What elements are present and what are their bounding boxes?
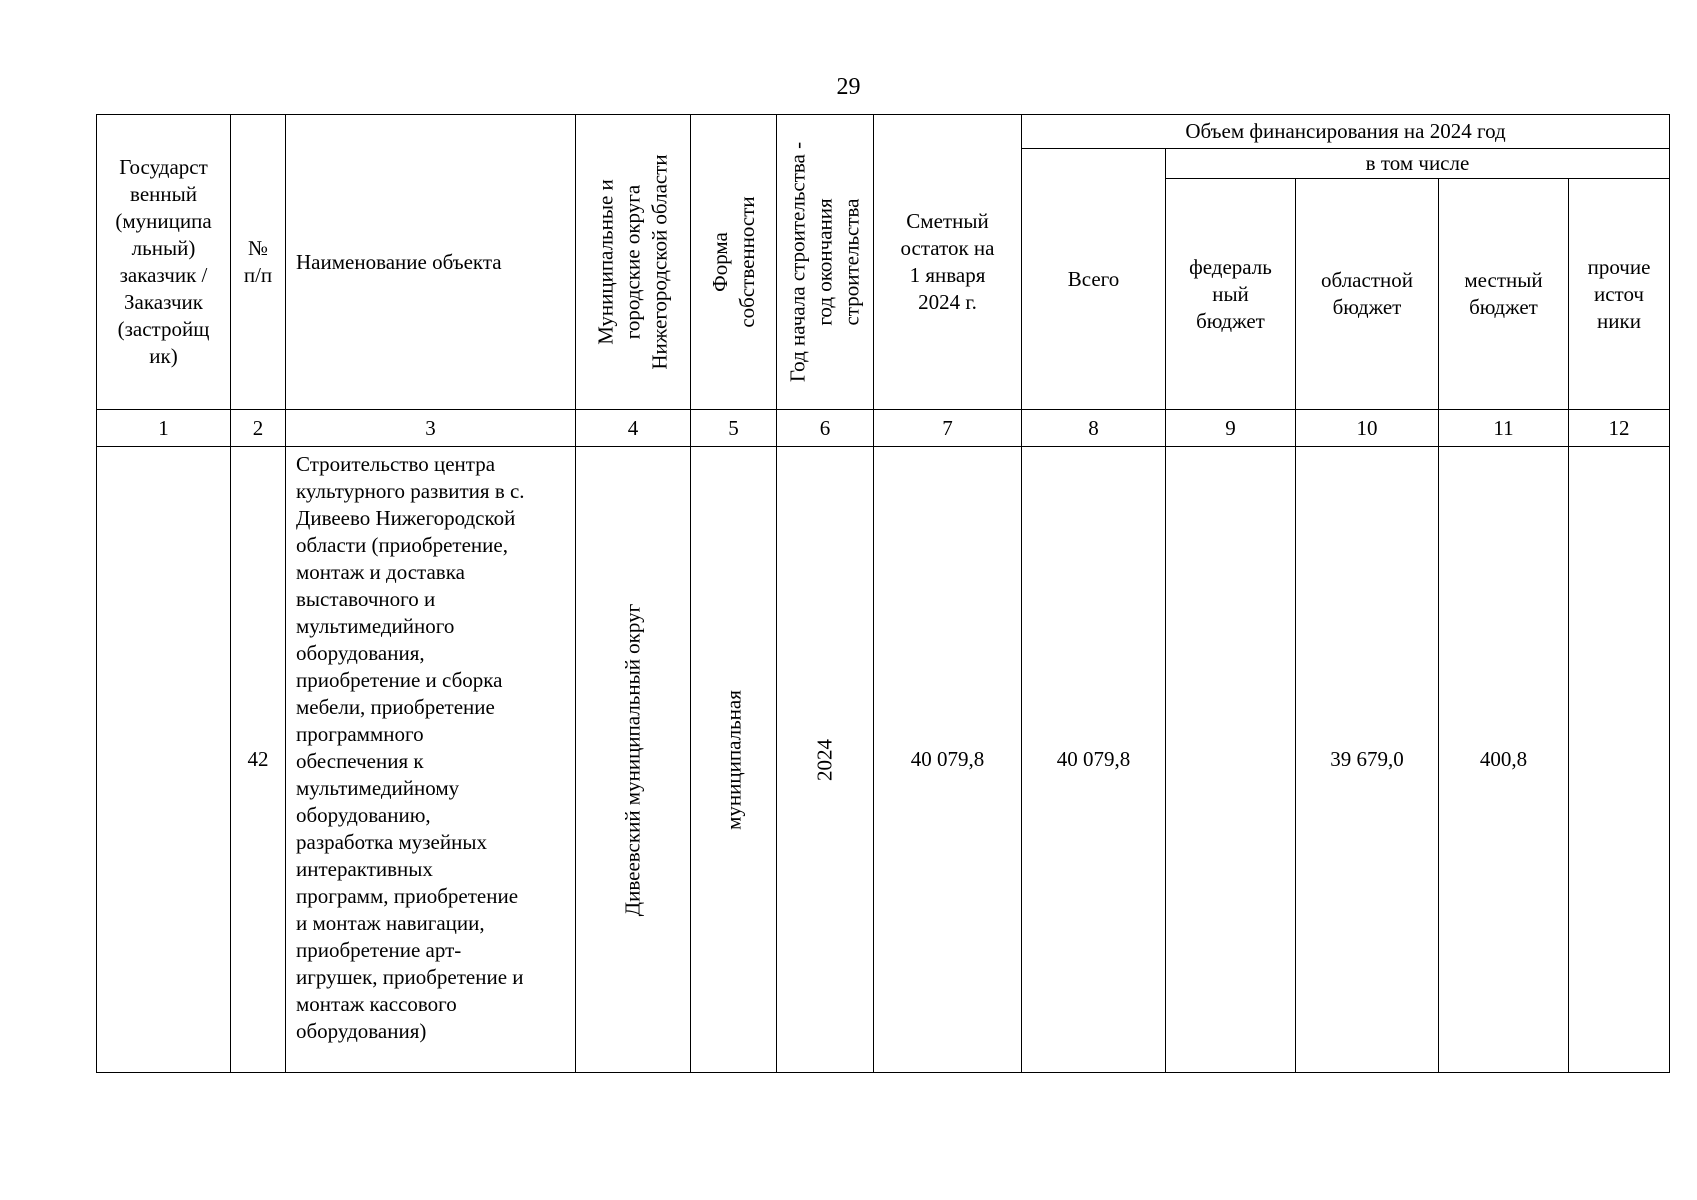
row-num: 42 xyxy=(231,447,286,1073)
column-number-row xyxy=(97,410,1670,447)
header-other: прочие источ ники xyxy=(1569,179,1670,410)
header-ownership: Форма собственности xyxy=(707,196,759,328)
header-object-name: Наименование объекта xyxy=(286,115,576,410)
financing-table xyxy=(96,114,1670,1073)
column-number: 8 xyxy=(1022,410,1166,447)
column-number: 2 xyxy=(231,410,286,447)
row-other xyxy=(1569,447,1670,1073)
header-years: Год начала строительства - год окончания строительства xyxy=(785,141,864,383)
header-regional: областной бюджет xyxy=(1296,179,1439,410)
row-municipality: Дивеевский муниципальный округ xyxy=(620,603,645,916)
header-total: Всего xyxy=(1022,149,1166,410)
header-estimate-balance: Сметный остаток на 1 января 2024 г. xyxy=(874,115,1022,410)
column-number: 6 xyxy=(777,410,874,447)
row-years-cell xyxy=(777,447,874,1073)
row-municipality-cell xyxy=(576,447,691,1073)
column-number: 10 xyxy=(1296,410,1439,447)
column-number: 12 xyxy=(1569,410,1670,447)
header-financing-group: Объем финансирования на 2024 год xyxy=(1022,115,1670,149)
row-years: 2024 xyxy=(812,738,837,781)
column-number: 1 xyxy=(97,410,231,447)
header-federal: федераль ный бюджет xyxy=(1166,179,1296,410)
row-object-name: Строительство центра культурного развития в с. Дивеево Нижегородской области (приобретение, монтаж и доставка выставочного и мультимедийного оборудования, приобретение и сборка мебели, приобретение программного обеспечения к мультимедийному оборудованию, разработка музейных интерактивных программ, приобретение и монтаж навигации, приобретение арт- игрушек, приобретение и монтаж кассового оборудования) xyxy=(286,447,576,1073)
column-number: 5 xyxy=(691,410,777,447)
header-years-cell xyxy=(777,115,874,410)
header-num: № п/п xyxy=(231,115,286,410)
row-estimate-balance: 40 079,8 xyxy=(874,447,1022,1073)
row-local: 400,8 xyxy=(1439,447,1569,1073)
header-municipality: Муниципальные и городские округа Нижегородской области xyxy=(593,154,672,370)
column-number: 9 xyxy=(1166,410,1296,447)
column-number: 4 xyxy=(576,410,691,447)
column-number: 7 xyxy=(874,410,1022,447)
row-total: 40 079,8 xyxy=(1022,447,1166,1073)
column-number: 11 xyxy=(1439,410,1569,447)
row-regional: 39 679,0 xyxy=(1296,447,1439,1073)
header-customer: Государст венный (муниципа льный) заказчик / Заказчик (застройщ ик) xyxy=(97,115,231,410)
header-municipality-cell xyxy=(576,115,691,410)
row-customer xyxy=(97,447,231,1073)
row-federal xyxy=(1166,447,1296,1073)
header-including: в том числе xyxy=(1166,149,1670,179)
header-local: местный бюджет xyxy=(1439,179,1569,410)
table-row xyxy=(97,447,1670,1073)
column-number: 3 xyxy=(286,410,576,447)
row-ownership-cell xyxy=(691,447,777,1073)
row-ownership: муниципальная xyxy=(721,689,745,830)
header-ownership-cell xyxy=(691,115,777,410)
page-number: 29 xyxy=(836,74,861,100)
